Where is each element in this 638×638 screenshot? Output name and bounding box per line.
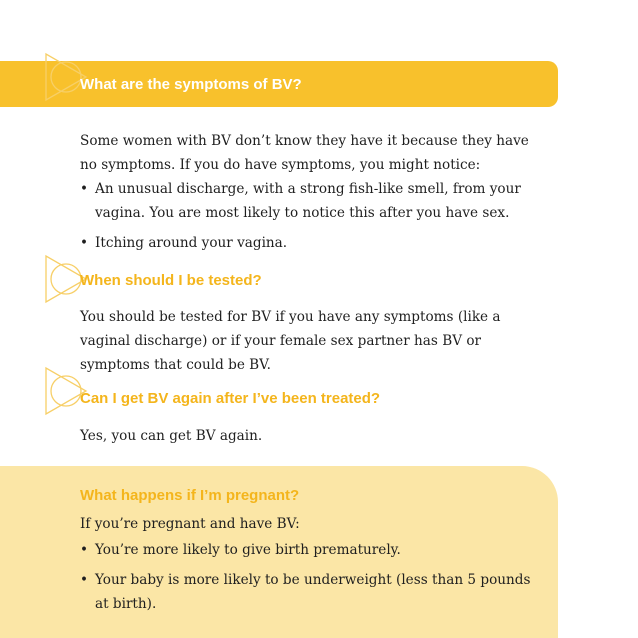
reinfection-heading: Can I get BV again after I’ve been treated?: [80, 390, 381, 407]
bullet-icon: •: [80, 181, 89, 197]
list-item-text: An unusual discharge, with a strong fish-like smell, from your vagina. You are most likely to notice this after you have sex.: [95, 181, 521, 221]
pregnancy-heading: What happens if I’m pregnant?: [80, 487, 300, 504]
symptoms-intro: Some women with BV don’t know they have it because they have no symptoms. If you do have symptoms, you might notice:: [80, 133, 529, 173]
bullet-icon: •: [80, 235, 89, 251]
symptoms-heading: What are the symptoms of BV?: [80, 76, 302, 93]
pregnancy-list: [80, 538, 540, 616]
circle-outline-icon: [51, 264, 81, 294]
testing-body: You should be tested for BV if you have any symptoms (like a vaginal discharge) or if your female sex partner has BV or symptoms that could be BV.: [80, 309, 501, 373]
symptoms-list: [80, 177, 540, 255]
list-item-text: Your baby is more likely to be underweight (less than 5 pounds at birth).: [95, 572, 531, 612]
pregnancy-intro: If you’re pregnant and have BV:: [80, 516, 300, 532]
circle-outline-icon: [51, 376, 81, 406]
list-item: [80, 177, 540, 225]
reinfection-body: Yes, you can get BV again.: [80, 428, 263, 444]
testing-heading: When should I be tested?: [80, 272, 262, 289]
list-item: [80, 231, 540, 255]
list-item: [80, 568, 540, 616]
list-item-text: Itching around your vagina.: [95, 235, 288, 251]
bullet-icon: •: [80, 542, 89, 558]
bullet-icon: •: [80, 572, 89, 588]
list-item: [80, 538, 540, 562]
list-item-text: You’re more likely to give birth prematurely.: [95, 542, 401, 558]
